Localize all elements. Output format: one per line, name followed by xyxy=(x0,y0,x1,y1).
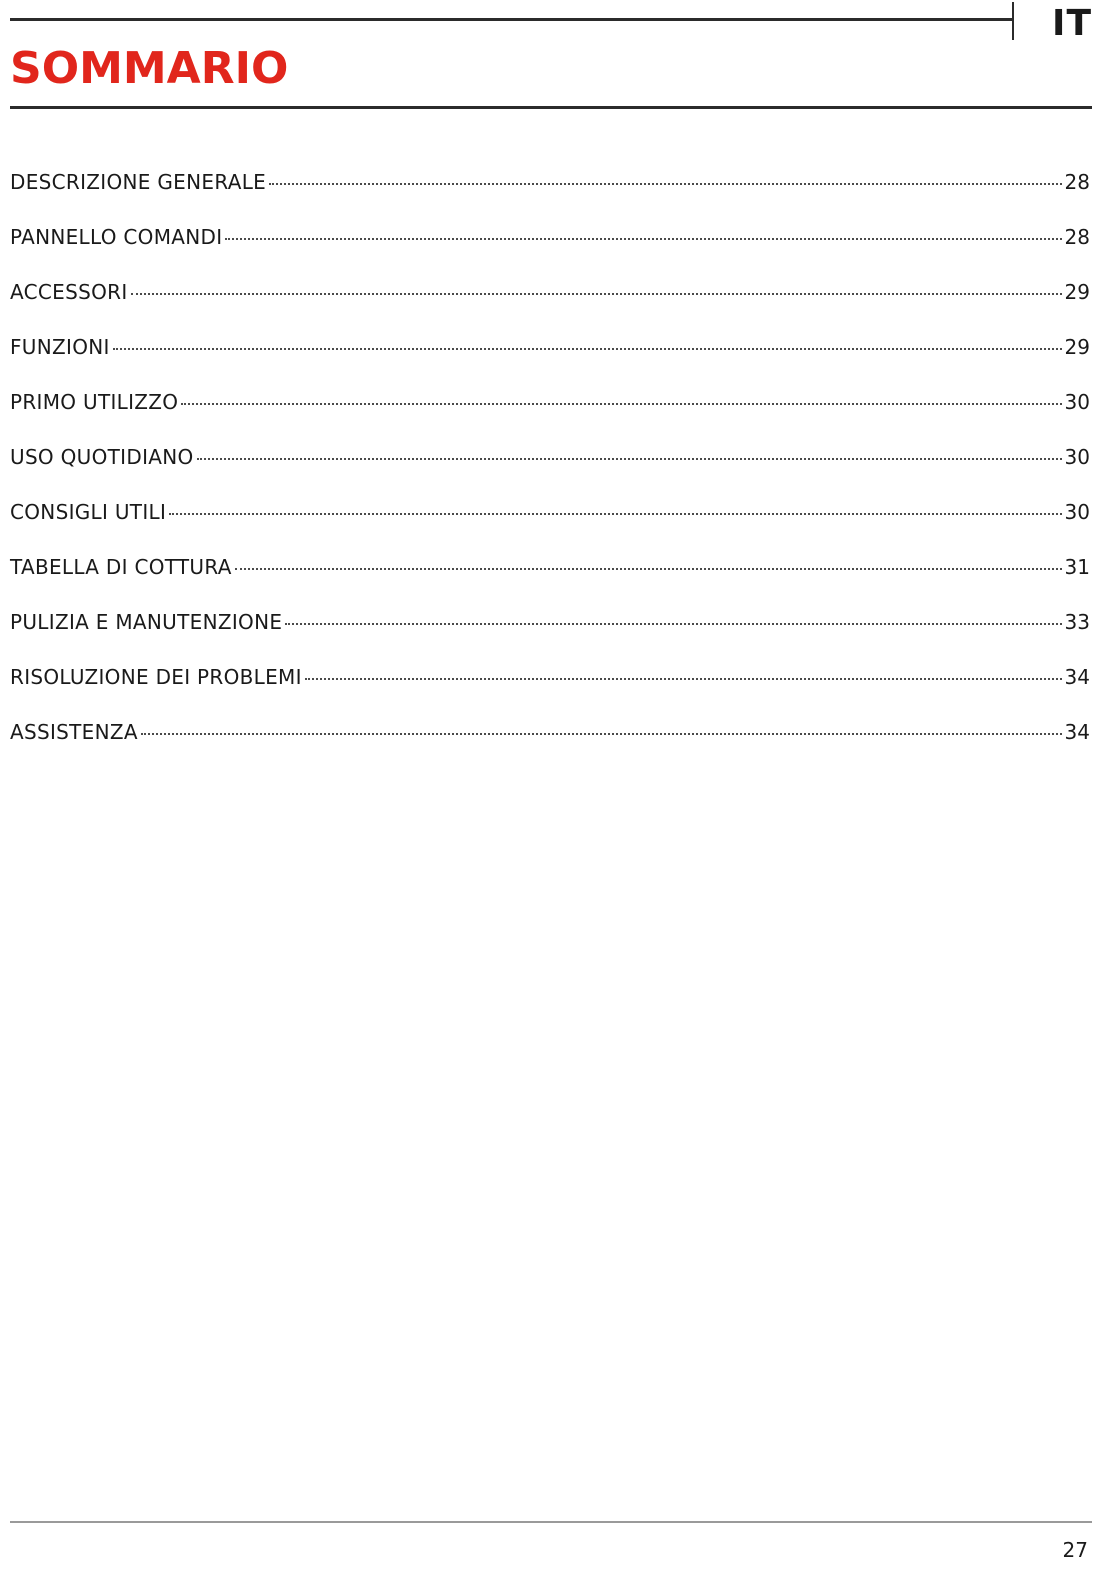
toc-entry-descrizione-generale[interactable] xyxy=(10,170,1090,225)
header-vertical-tick xyxy=(1012,2,1014,40)
toc-dot-leader xyxy=(197,458,1062,460)
toc-entry-assistenza[interactable] xyxy=(10,720,1090,775)
toc-entry-funzioni[interactable] xyxy=(10,335,1090,390)
toc-entry-page: 29 xyxy=(1064,280,1090,304)
toc-entry-page: 30 xyxy=(1064,445,1090,469)
toc-dot-leader xyxy=(141,733,1062,735)
toc-dot-leader xyxy=(305,678,1062,680)
toc-entry-consigli-utili[interactable] xyxy=(10,500,1090,555)
toc-entry-label: RISOLUZIONE DEI PROBLEMI xyxy=(10,665,302,689)
toc-entry-pannello-comandi[interactable] xyxy=(10,225,1090,280)
toc-entry-page: 31 xyxy=(1064,555,1090,579)
toc-entry-label: TABELLA DI COTTURA xyxy=(10,555,232,579)
table-of-contents xyxy=(10,170,1090,775)
title-underline-rule xyxy=(10,106,1092,109)
toc-entry-label: ASSISTENZA xyxy=(10,720,138,744)
toc-entry-label: CONSIGLI UTILI xyxy=(10,500,167,524)
toc-entry-primo-utilizzo[interactable] xyxy=(10,390,1090,445)
toc-dot-leader xyxy=(113,348,1062,350)
header-top-rule xyxy=(10,18,1014,21)
toc-dot-leader xyxy=(269,183,1061,185)
toc-dot-leader xyxy=(169,513,1061,515)
toc-dot-leader xyxy=(235,568,1062,570)
toc-entry-page: 34 xyxy=(1064,720,1090,744)
toc-entry-page: 29 xyxy=(1064,335,1090,359)
page-number: 27 xyxy=(1062,1538,1088,1562)
toc-dot-leader xyxy=(131,293,1062,295)
language-code: IT xyxy=(1052,3,1092,44)
footer-rule xyxy=(10,1521,1092,1523)
toc-entry-label: PANNELLO COMANDI xyxy=(10,225,223,249)
toc-dot-leader xyxy=(225,238,1061,240)
toc-entry-label: USO QUOTIDIANO xyxy=(10,445,194,469)
toc-entry-label: PULIZIA E MANUTENZIONE xyxy=(10,610,283,634)
toc-entry-label: DESCRIZIONE GENERALE xyxy=(10,170,267,194)
toc-dot-leader xyxy=(181,403,1061,405)
toc-entry-page: 28 xyxy=(1064,225,1090,249)
toc-entry-page: 34 xyxy=(1064,665,1090,689)
toc-entry-uso-quotidiano[interactable] xyxy=(10,445,1090,500)
toc-entry-accessori[interactable] xyxy=(10,280,1090,335)
toc-entry-tabella-di-cottura[interactable] xyxy=(10,555,1090,610)
page-title: SOMMARIO xyxy=(10,43,289,94)
toc-entry-page: 33 xyxy=(1064,610,1090,634)
toc-entry-label: PRIMO UTILIZZO xyxy=(10,390,179,414)
toc-entry-pulizia-e-manutenzione[interactable] xyxy=(10,610,1090,665)
toc-entry-risoluzione-dei-problemi[interactable] xyxy=(10,665,1090,720)
toc-entry-page: 30 xyxy=(1064,500,1090,524)
toc-entry-label: FUNZIONI xyxy=(10,335,110,359)
toc-entry-page: 28 xyxy=(1064,170,1090,194)
toc-dot-leader xyxy=(285,623,1061,625)
toc-entry-page: 30 xyxy=(1064,390,1090,414)
toc-entry-label: ACCESSORI xyxy=(10,280,128,304)
